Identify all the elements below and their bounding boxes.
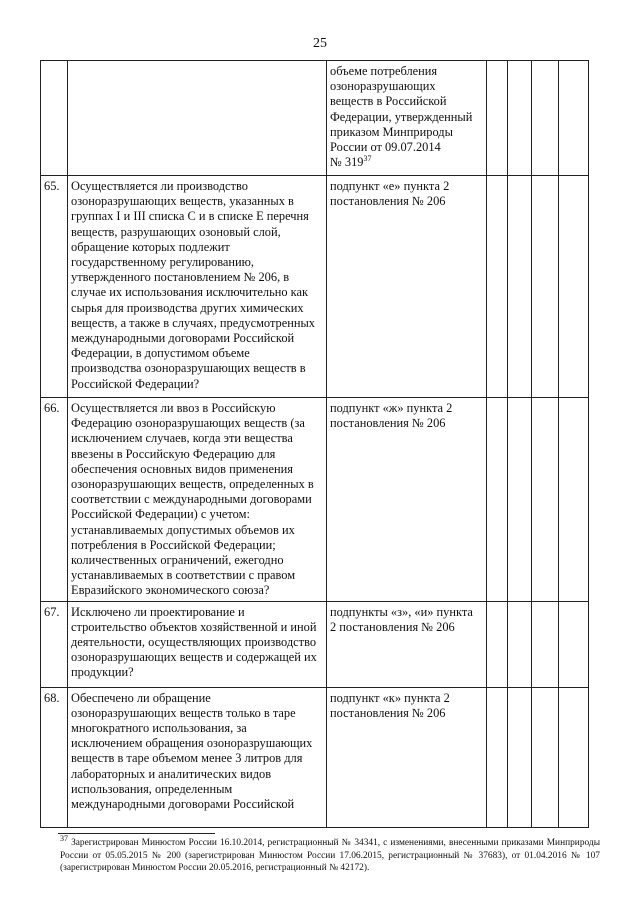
answer-not-applicable-cell[interactable] [532, 176, 559, 398]
row-number: 65. [41, 176, 68, 398]
answer-no-cell[interactable] [508, 176, 532, 398]
requirement-question [68, 61, 327, 176]
page-number: 25 [313, 36, 327, 51]
requirement-question: Осуществляется ли ввоз в Российскую Федерацию озоноразрушающих веществ (за исключением случаев, когда эти вещества ввезены в Российскую Федерацию для обеспечения основных видов применения озоноразрушающих веществ, определенных в соответствии с международными договорами Российской Федерации) с учетом: устанавливаемых допустимых объемов их потребления в Российской Федерации; количественных ограничений, ежегодно устанавливаемых в соответствии с правом Евразийского экономического союза? [68, 398, 327, 602]
legal-basis: подпункт «е» пункта 2 постановления № 206 [327, 176, 487, 398]
legal-basis-text: объеме потребления озоноразрушающих веществ в Российской Федерации, утвержденный приказом Минприроды России от 09.07.2014 № 319 [330, 64, 473, 170]
answer-no-cell[interactable] [508, 687, 532, 827]
row-number: 66. [41, 398, 68, 602]
legal-basis [327, 61, 487, 176]
answer-yes-cell[interactable] [487, 687, 508, 827]
answer-not-applicable-cell[interactable] [532, 61, 559, 176]
table-row [41, 398, 589, 602]
answer-yes-cell[interactable] [487, 601, 508, 687]
answer-yes-cell[interactable] [487, 176, 508, 398]
table-row [41, 687, 589, 827]
footnote [60, 833, 600, 875]
requirement-question: Исключено ли проектирование и строительство объектов хозяйственной и иной деятельности, осуществляющих производство озоноразрушающих веществ и содержащей их продукции? [68, 601, 327, 687]
legal-basis: подпункт «к» пункта 2 постановления № 206 [327, 687, 487, 827]
requirement-question: Осуществляется ли производство озоноразрушающих веществ, указанных в группах I и III списка С и в списке Е перечня веществ, разрушающих озоновый слой, обращение которых подлежит государственному регулированию, утвержденного постановлением № 206, в случае их использования исключительно как сырья для производства других химических веществ, а также в случаях, предусмотренных международными договорами Российской Федерации, в допустимом объеме производства озоноразрушающих веществ в Российской Федерации? [68, 176, 327, 398]
legal-basis: подпункт «ж» пункта 2 постановления № 206 [327, 398, 487, 602]
answer-no-cell[interactable] [508, 601, 532, 687]
notes-cell[interactable] [559, 687, 589, 827]
row-number: 67. [41, 601, 68, 687]
footnote-divider [58, 833, 215, 834]
row-number [41, 61, 68, 176]
notes-cell[interactable] [559, 176, 589, 398]
answer-not-applicable-cell[interactable] [532, 687, 559, 827]
answer-yes-cell[interactable] [487, 398, 508, 602]
notes-cell[interactable] [559, 398, 589, 602]
notes-cell[interactable] [559, 61, 589, 176]
answer-no-cell[interactable] [508, 61, 532, 176]
answer-not-applicable-cell[interactable] [532, 398, 559, 602]
table-row [41, 61, 589, 176]
answer-not-applicable-cell[interactable] [532, 601, 559, 687]
row-number: 68. [41, 687, 68, 827]
table-row [41, 601, 589, 687]
answer-yes-cell[interactable] [487, 61, 508, 176]
answer-no-cell[interactable] [508, 398, 532, 602]
footnote-text: Зарегистрирован Минюстом России 16.10.2014, регистрационный № 34341, с изменениями, внесенными приказами Минприроды России от 05.05.2015 № 200 (зарегистрирован Минюстом России 17.06.2015, регистрационный № 37683), от 01.04.2016 № 107 (зарегистрирован Минюстом России 20.05.2016, регистрационный № 42172). [60, 838, 600, 874]
footnote-ref: 37 [363, 154, 372, 164]
footnote-marker: 37 [60, 833, 68, 843]
legal-basis: подпункты «з», «и» пункта 2 постановления № 206 [327, 601, 487, 687]
checklist-table [40, 60, 589, 828]
notes-cell[interactable] [559, 601, 589, 687]
requirement-question: Обеспечено ли обращение озоноразрушающих веществ только в таре многократного использования, за исключением обращения озоноразрушающих веществ в таре объемом менее 3 литров для лабораторных и аналитических видов использования, определенным международными договорами Российской [68, 687, 327, 827]
table-row [41, 176, 589, 398]
